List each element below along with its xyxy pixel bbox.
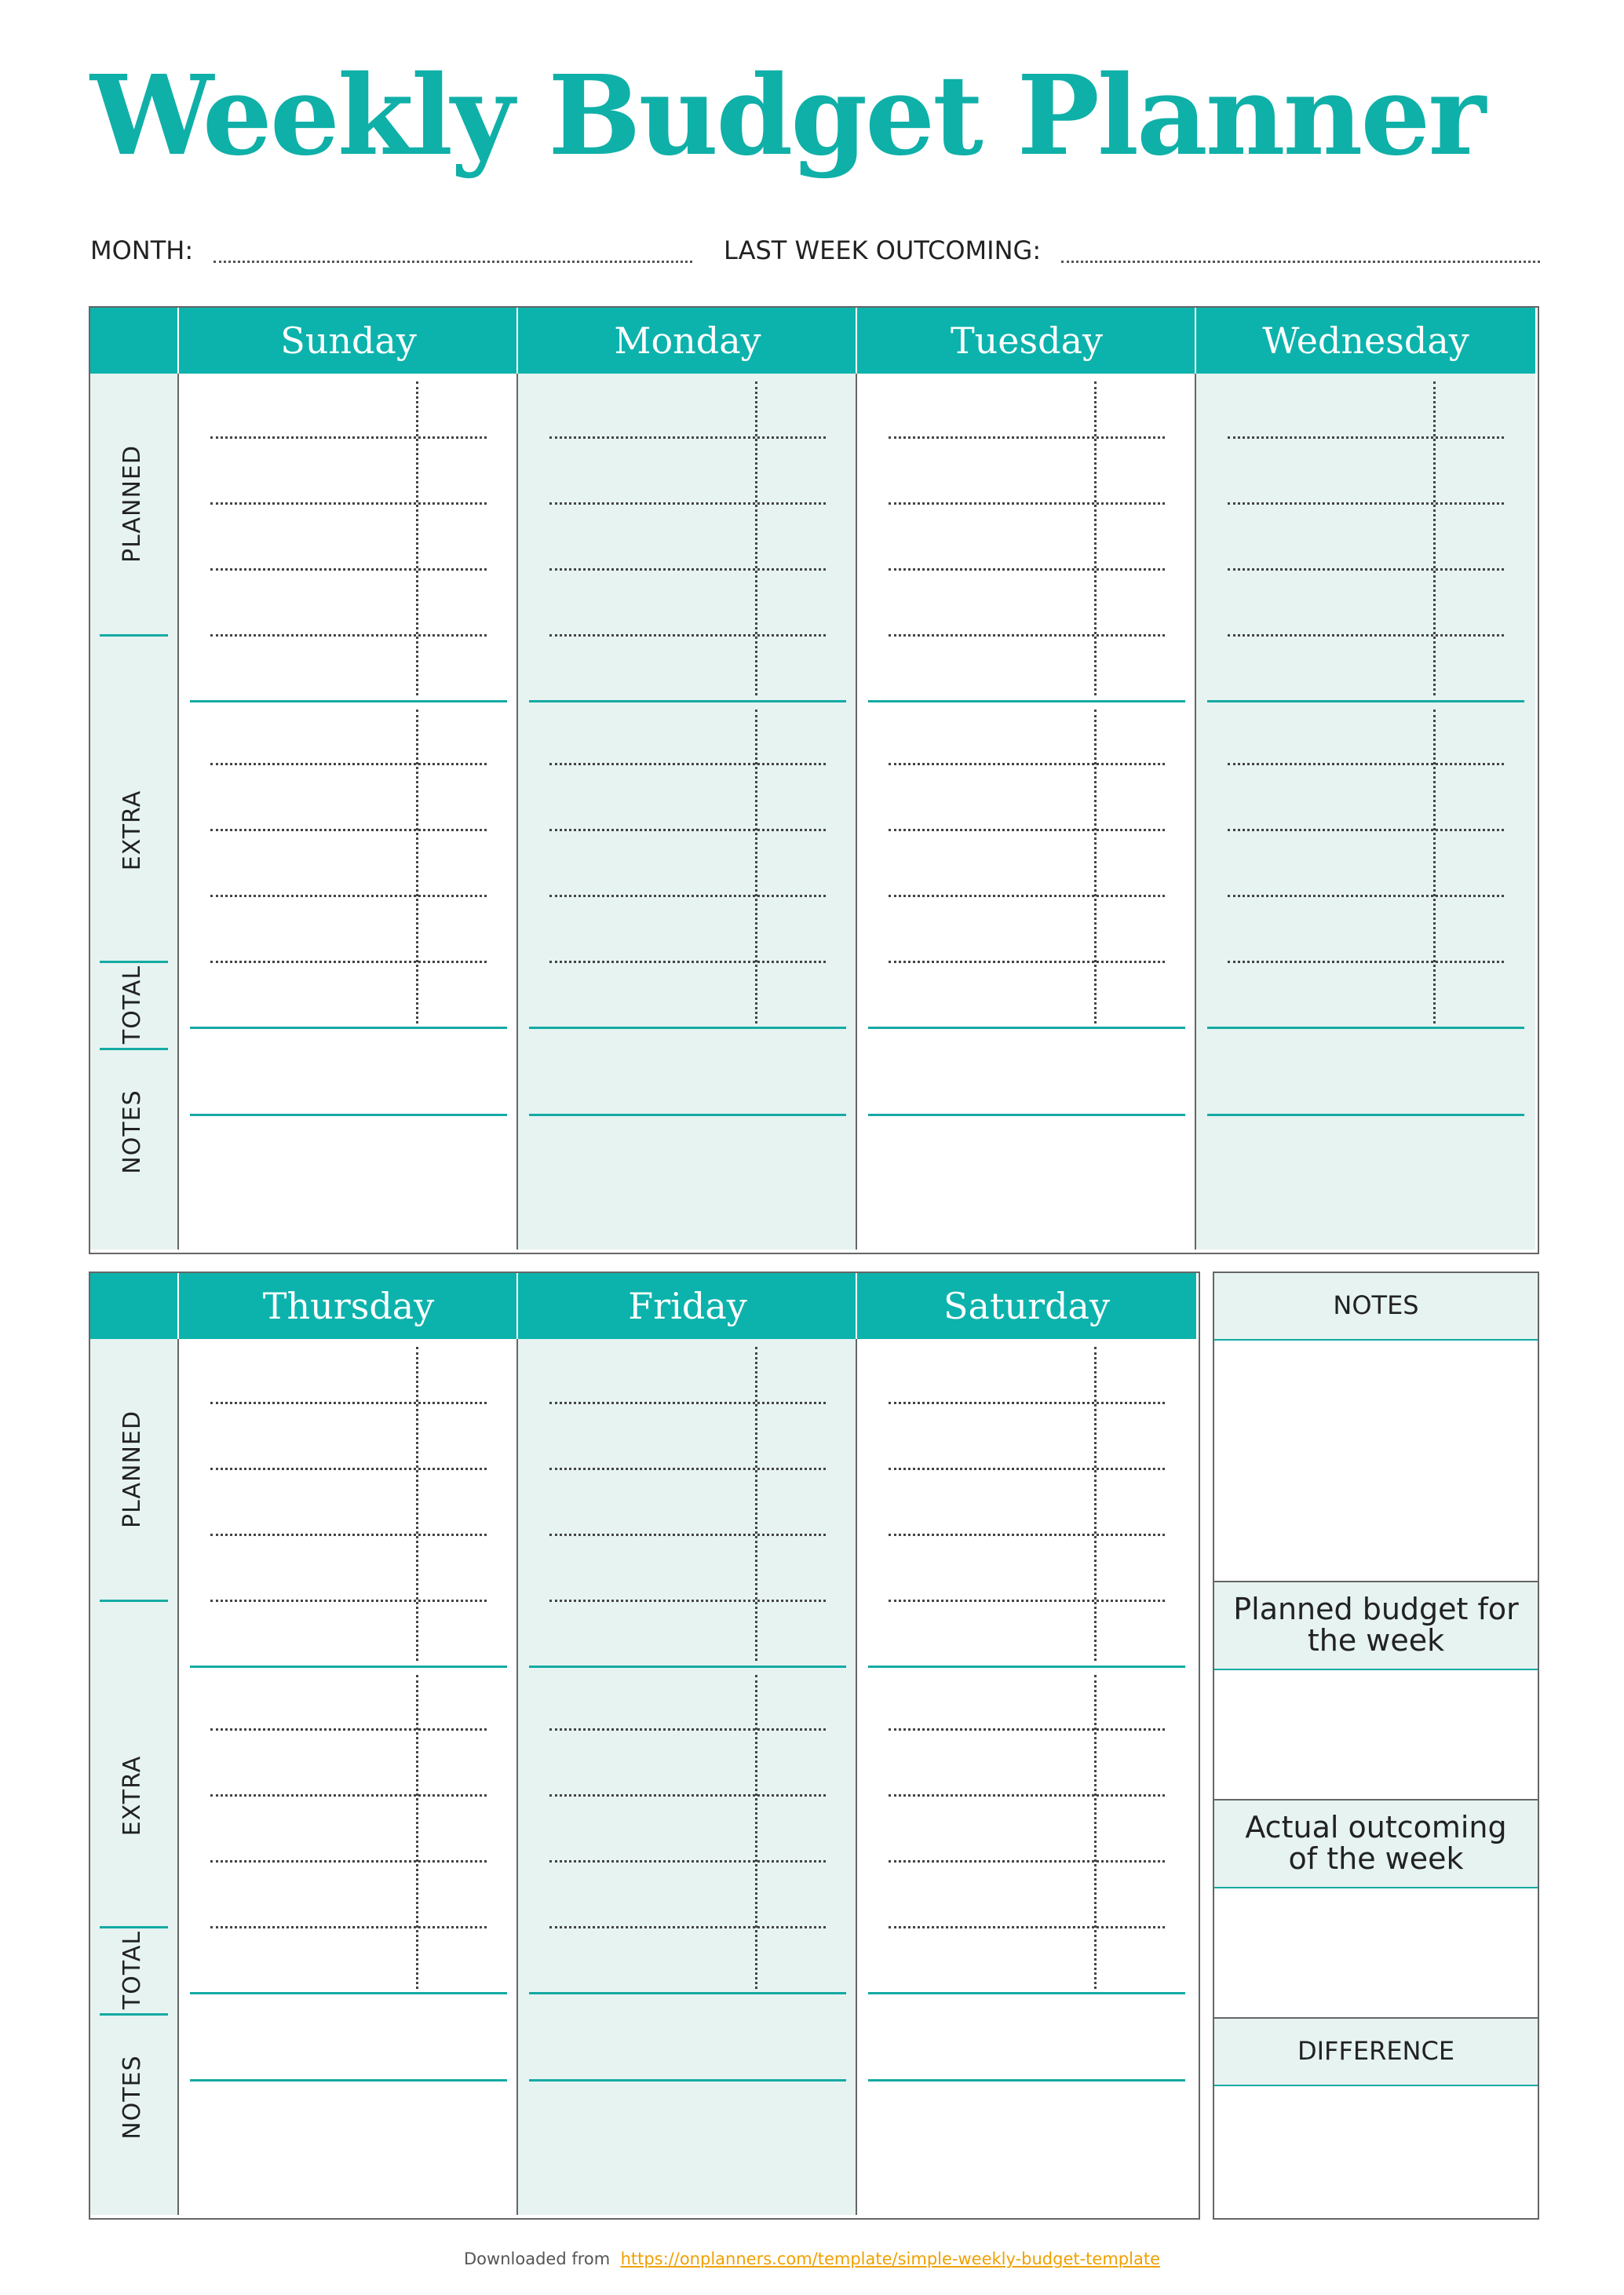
entry-line[interactable] xyxy=(210,895,487,897)
entry-line[interactable] xyxy=(889,1402,1165,1404)
entry-line[interactable] xyxy=(210,1534,487,1536)
month-label: MONTH: xyxy=(90,235,194,265)
header-corner xyxy=(90,308,177,374)
summary-panel xyxy=(1213,1272,1539,2220)
day-header-sunday: Sunday xyxy=(177,308,518,374)
entry-line[interactable] xyxy=(210,1926,487,1928)
entry-line[interactable] xyxy=(210,961,487,963)
entry-line[interactable] xyxy=(889,961,1165,963)
entry-line[interactable] xyxy=(1228,895,1504,897)
entry-line[interactable] xyxy=(549,1534,826,1536)
row-separator xyxy=(100,1600,168,1602)
entry-line[interactable] xyxy=(1228,961,1504,963)
row-label-extra: EXTRA xyxy=(118,1755,146,1837)
summary-notes-area[interactable] xyxy=(1214,1341,1538,1581)
section-separator xyxy=(868,1666,1185,1668)
difference-label: DIFFERENCE xyxy=(1214,2019,1538,2085)
entry-line[interactable] xyxy=(549,1468,826,1470)
planned-budget-label: Planned budget for the week xyxy=(1214,1582,1538,1669)
month-input[interactable] xyxy=(213,261,692,263)
section-separator xyxy=(868,1992,1185,1994)
amount-separator xyxy=(416,1675,418,1989)
entry-line[interactable] xyxy=(549,829,826,831)
day-column-tuesday[interactable] xyxy=(856,374,1196,1250)
amount-separator xyxy=(1094,1675,1097,1989)
entry-line[interactable] xyxy=(210,829,487,831)
section-separator xyxy=(190,1992,507,1994)
section-separator xyxy=(868,1114,1185,1116)
day-header-tuesday: Tuesday xyxy=(856,308,1196,374)
section-separator xyxy=(1207,1114,1524,1116)
day-header-saturday: Saturday xyxy=(856,1273,1196,1339)
section-separator xyxy=(190,1027,507,1029)
entry-line[interactable] xyxy=(549,961,826,963)
row-label-notes: NOTES xyxy=(118,1089,146,1174)
entry-line[interactable] xyxy=(889,763,1165,765)
entry-line[interactable] xyxy=(889,436,1165,439)
entry-line[interactable] xyxy=(1228,502,1504,505)
day-header-friday: Friday xyxy=(516,1273,857,1339)
amount-separator xyxy=(755,381,757,695)
entry-line[interactable] xyxy=(549,1600,826,1602)
amount-separator xyxy=(1433,710,1436,1023)
amount-separator xyxy=(416,710,418,1023)
last-week-outcoming-label: LAST WEEK OUTCOMING: xyxy=(724,235,1042,265)
last-week-outcoming-input[interactable] xyxy=(1061,261,1540,263)
entry-line[interactable] xyxy=(1228,568,1504,571)
entry-line[interactable] xyxy=(889,1600,1165,1602)
actual-outcoming-label: Actual outcoming of the week xyxy=(1214,1801,1538,1887)
section-separator xyxy=(1207,700,1524,702)
header-corner xyxy=(90,1273,177,1339)
day-header-monday: Monday xyxy=(516,308,857,374)
section-separator xyxy=(529,1666,846,1668)
entry-line[interactable] xyxy=(210,763,487,765)
row-label-total: TOTAL xyxy=(118,965,146,1045)
entry-line[interactable] xyxy=(210,1600,487,1602)
section-separator xyxy=(190,700,507,702)
day-column-saturday[interactable] xyxy=(856,1339,1196,2215)
section-separator xyxy=(529,700,846,702)
amount-separator xyxy=(416,1347,418,1661)
entry-line[interactable] xyxy=(549,1926,826,1928)
entry-line[interactable] xyxy=(549,1728,826,1731)
row-label-notes: NOTES xyxy=(118,2055,146,2140)
section-separator xyxy=(529,1027,846,1029)
section-separator xyxy=(190,1114,507,1116)
day-header-wednesday: Wednesday xyxy=(1195,308,1535,374)
day-header-thursday: Thursday xyxy=(177,1273,518,1339)
week-grid-top xyxy=(89,306,1539,1254)
section-separator xyxy=(868,1027,1185,1029)
entry-line[interactable] xyxy=(210,1860,487,1863)
planned-budget-value[interactable] xyxy=(1214,1670,1538,1799)
entry-line[interactable] xyxy=(889,1860,1165,1863)
entry-line[interactable] xyxy=(889,1794,1165,1797)
row-separator xyxy=(100,634,168,637)
entry-line[interactable] xyxy=(889,502,1165,505)
amount-separator xyxy=(1094,710,1097,1023)
entry-line[interactable] xyxy=(210,568,487,571)
entry-line[interactable] xyxy=(210,634,487,637)
footer xyxy=(0,2249,1624,2268)
actual-outcoming-value[interactable] xyxy=(1214,1888,1538,2017)
amount-separator xyxy=(416,381,418,695)
amount-separator xyxy=(1433,381,1436,695)
entry-line[interactable] xyxy=(889,1468,1165,1470)
footer-text: Downloaded from xyxy=(464,2249,611,2268)
entry-line[interactable] xyxy=(889,829,1165,831)
entry-line[interactable] xyxy=(889,1926,1165,1928)
entry-line[interactable] xyxy=(889,1728,1165,1731)
entry-line[interactable] xyxy=(549,1794,826,1797)
entry-line[interactable] xyxy=(210,436,487,439)
entry-line[interactable] xyxy=(210,1794,487,1797)
entry-line[interactable] xyxy=(549,1402,826,1404)
entry-line[interactable] xyxy=(1228,829,1504,831)
entry-line[interactable] xyxy=(549,502,826,505)
entry-line[interactable] xyxy=(210,1728,487,1731)
entry-line[interactable] xyxy=(210,1402,487,1404)
week-grid-bottom xyxy=(89,1272,1200,2220)
entry-line[interactable] xyxy=(549,436,826,439)
day-column-sunday[interactable] xyxy=(177,374,518,1250)
entry-line[interactable] xyxy=(549,1860,826,1863)
entry-line[interactable] xyxy=(210,502,487,505)
day-column-monday[interactable] xyxy=(516,374,857,1250)
section-separator xyxy=(529,2079,846,2082)
section-separator xyxy=(1207,1027,1524,1029)
entry-line[interactable] xyxy=(1228,436,1504,439)
page-title: Weekly Budget Planner xyxy=(90,52,1484,181)
amount-separator xyxy=(755,1675,757,1989)
entry-line[interactable] xyxy=(889,568,1165,571)
day-column-thursday[interactable] xyxy=(177,1339,518,2215)
entry-line[interactable] xyxy=(210,1468,487,1470)
entry-line[interactable] xyxy=(889,1534,1165,1536)
day-column-friday[interactable] xyxy=(516,1339,857,2215)
section-separator xyxy=(190,1666,507,1668)
entry-line[interactable] xyxy=(549,634,826,637)
amount-separator xyxy=(1094,381,1097,695)
row-label-planned: PLANNED xyxy=(118,1410,146,1528)
section-separator xyxy=(529,1992,846,1994)
footer-link[interactable]: https://onplanners.com/template/simple-weekly-budget-template xyxy=(620,2249,1160,2268)
section-separator xyxy=(868,2079,1185,2082)
row-label-extra: EXTRA xyxy=(118,790,146,871)
amount-separator xyxy=(1094,1347,1097,1661)
amount-separator xyxy=(755,1347,757,1661)
entry-line[interactable] xyxy=(889,895,1165,897)
difference-value[interactable] xyxy=(1214,2086,1538,2215)
section-separator xyxy=(868,700,1185,702)
entry-line[interactable] xyxy=(549,763,826,765)
row-label-planned: PLANNED xyxy=(118,445,146,563)
amount-separator xyxy=(755,710,757,1023)
entry-line[interactable] xyxy=(1228,634,1504,637)
section-separator xyxy=(190,2079,507,2082)
entry-line[interactable] xyxy=(889,634,1165,637)
summary-notes-header: NOTES xyxy=(1214,1273,1538,1339)
entry-line[interactable] xyxy=(549,895,826,897)
entry-line[interactable] xyxy=(549,568,826,571)
row-label-total: TOTAL xyxy=(118,1930,146,2010)
section-separator xyxy=(529,1114,846,1116)
entry-line[interactable] xyxy=(1228,763,1504,765)
day-column-wednesday[interactable] xyxy=(1195,374,1535,1250)
